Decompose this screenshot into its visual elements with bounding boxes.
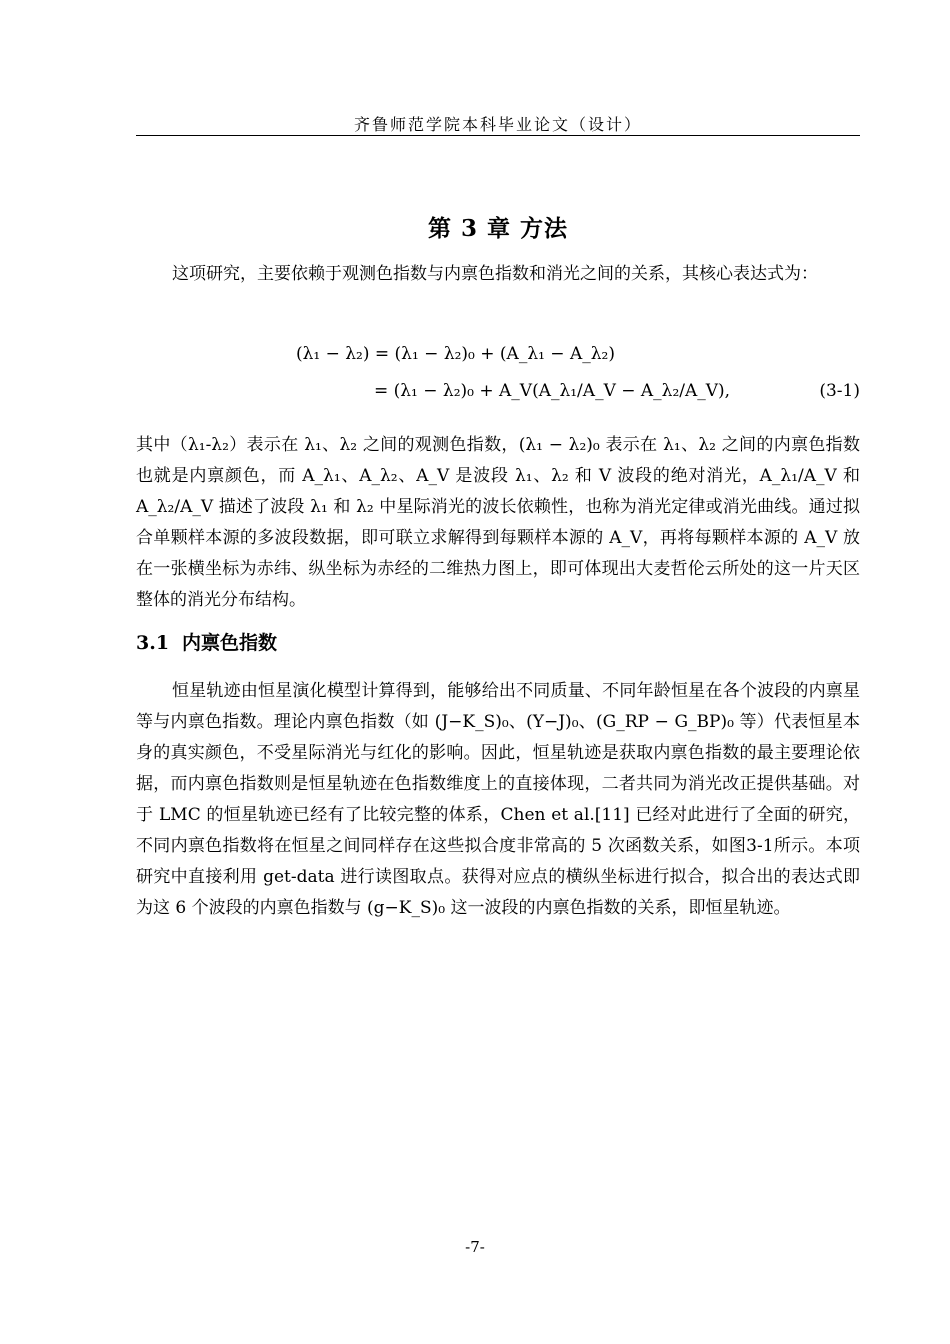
explanation-paragraph: 其中（λ₁-λ₂）表示在 λ₁、λ₂ 之间的观测色指数，(λ₁ − λ₂)₀ 表示在 λ₁、λ₂ 之间的内禀色指数也就是内禀颜色，而 A_λ₁、A_λ₂、A_V 是波段 λ₁、λ₂ 和 V 波段的绝对消光，A_λ₁/A_V 和 A_λ₂/A_V 描述了波段 λ₁ 和 λ₂ 中星际消光的波长依赖性，也称为消光定律或消光曲线。通过拟合单颗样本源的多波段数据，即可联立求解得到每颗样本源的 A_V，再将每颗样本源的 A_V 放在一张横坐标为赤纬、纵坐标为赤经的二维热力图上，即可体现出大麦哲伦云所处的这一片天区整体的消光分布结构。	[136, 435, 860, 610]
chapter-title: 第 3 章 方法	[427, 215, 569, 242]
header-rule	[136, 135, 860, 136]
intro-paragraph: 这项研究，主要依赖于观测色指数与内禀色指数和消光之间的关系，其核心表达式为：	[172, 264, 818, 284]
equation-line-2: = (λ₁ − λ₂)₀ + A_V(A_λ₁/A_V − A_λ₂/A_V),	[374, 381, 731, 401]
equation-number: (3-1)	[819, 381, 860, 401]
section-body-paragraph: 恒星轨迹由恒星演化模型计算得到，能够给出不同质量、不同年龄恒星在各个波段的内禀星等与内禀色指数。理论内禀色指数（如 (J−K_S)₀、(Y−J)₀、(G_RP − G_BP)₀ 等）代表恒星本身的真实颜色，不受星际消光与红化的影响。因此，恒星轨迹是获取内禀色指数的最主要理论依据，而内禀色指数则是恒星轨迹在色指数维度上的直接体现，二者共同为消光改正提供基础。对于 LMC 的恒星轨迹已经有了比较完整的体系，Chen et al.[11] 已经对此进行了全面的研究，不同内禀色指数将在恒星之间同样存在这些拟合度非常高的 5 次函数关系，如图3-1所示。本项研究中直接利用 get-data 进行读图取点。获得对应点的横纵坐标进行拟合，拟合出的表达式即为这 6 个波段的内禀色指数与 (g−K_S)₀ 这一波段的内禀色指数的关系，即恒星轨迹。	[136, 681, 860, 918]
section-number: 3.1	[136, 632, 170, 654]
running-header: 齐鲁师范学院本科毕业论文（设计）	[353, 115, 642, 134]
page-number: -7-	[465, 1238, 485, 1256]
section-heading	[136, 628, 277, 655]
section-title: 内禀色指数	[182, 632, 278, 654]
equation-line-1: (λ₁ − λ₂) = (λ₁ − λ₂)₀ + (A_λ₁ − A_λ₂)	[296, 344, 615, 364]
